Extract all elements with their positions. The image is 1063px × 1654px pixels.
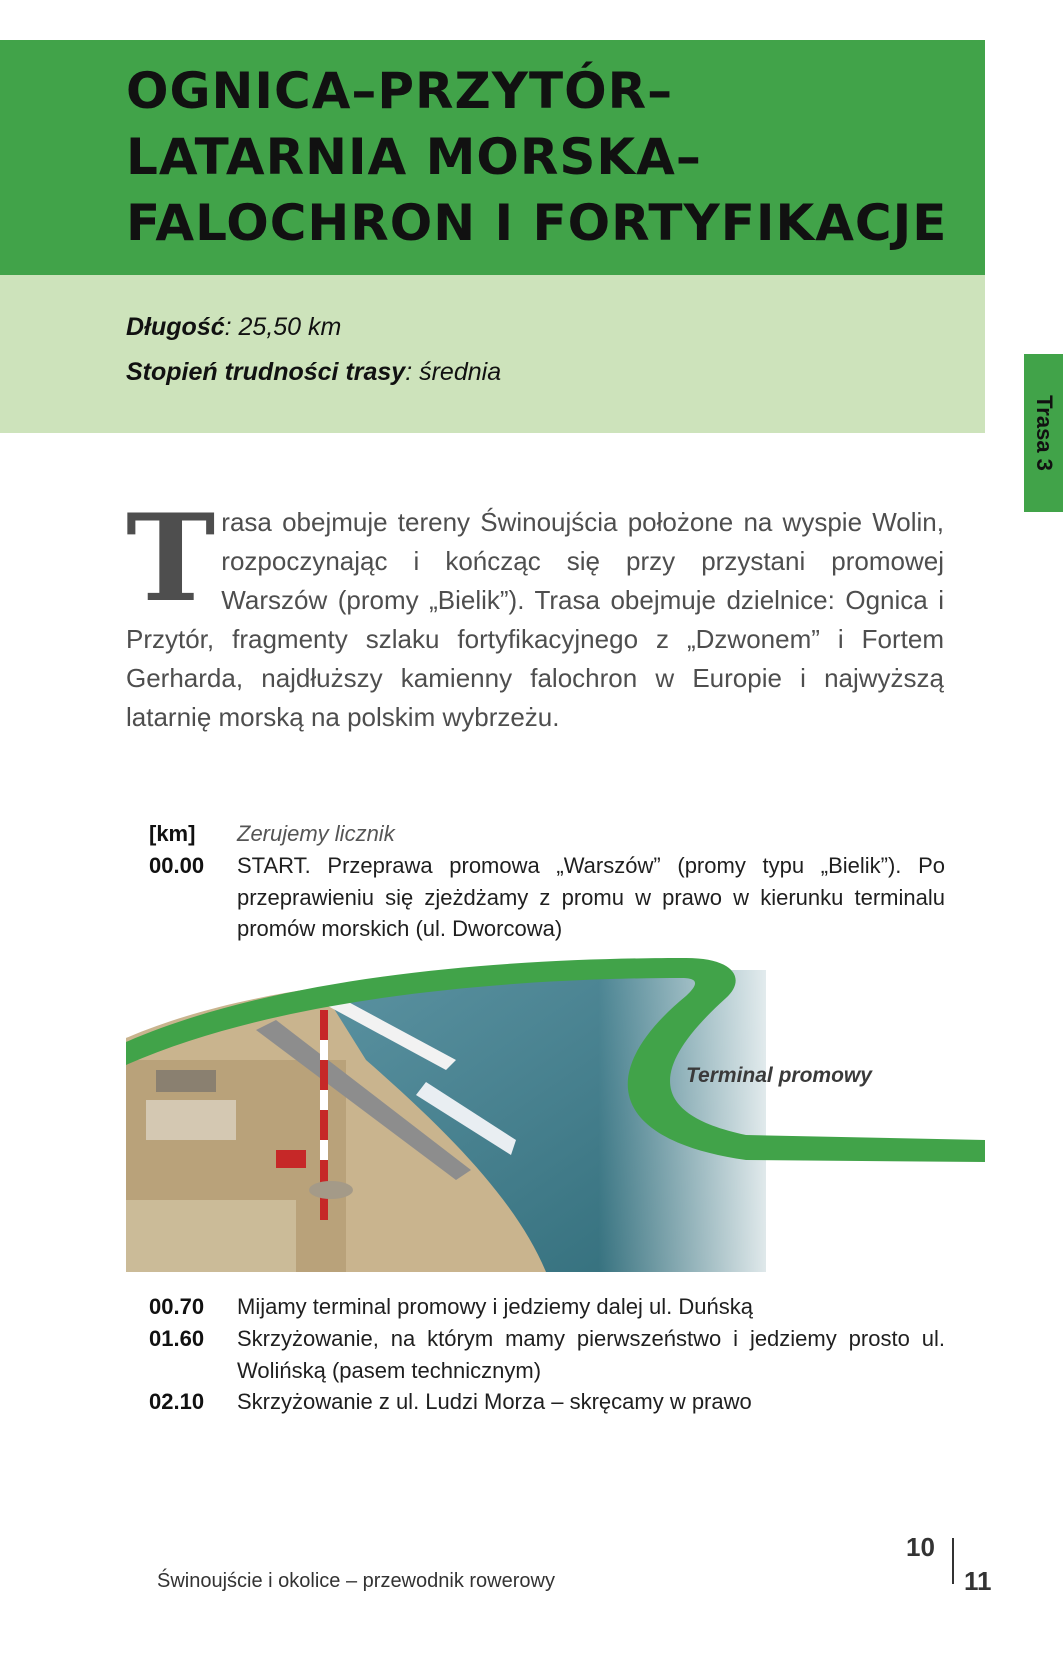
page-title (126, 58, 976, 256)
difficulty-label: Stopień trudności trasy (126, 358, 406, 386)
route-step (149, 1323, 945, 1386)
length-label: Długość (126, 313, 225, 341)
chapter-tab-label: Trasa 3 (1031, 395, 1057, 471)
title-line: FALOCHRON I FORTYFIKACJE (126, 194, 948, 252)
intro-paragraph (126, 488, 944, 737)
route-step (149, 1291, 945, 1323)
title-line: OGNICA–PRZYTÓR– (126, 62, 674, 120)
route-step-text: Skrzyżowanie, na którym mamy pierwszeństwo i jedziemy prosto ul. Wolińską (pasem technicznym) (237, 1326, 945, 1383)
page-divider (952, 1538, 954, 1584)
dropcap: T (126, 488, 216, 629)
difficulty-value: : średnia (405, 358, 502, 386)
route-step (149, 850, 945, 945)
route-step-text: Mijamy terminal promowy i jedziemy dalej ul. Duńską (237, 1294, 753, 1319)
title-line: LATARNIA MORSKA– (126, 128, 702, 186)
route-difficulty (126, 358, 501, 387)
route-step-km: 00.00 (149, 853, 205, 878)
route-info-band (0, 275, 985, 433)
route-step-km: 00.70 (149, 1294, 205, 1319)
page-number-right: 11 (964, 1566, 992, 1596)
route-step-text: Skrzyżowanie z ul. Ludzi Morza – skręcamy w prawo (237, 1389, 752, 1414)
route-step (149, 1386, 945, 1418)
route-step-text: START. Przeprawa promowa „Warszów” (promy typu „Bielik”). Po przeprawieniu się zjeżdżamy z promu w prawo w kierunku terminalu promów morskich (ul. Dworcowa) (237, 853, 945, 941)
terminal-photo-image (126, 950, 985, 1272)
route-header-text: Zerujemy licznik (237, 821, 395, 846)
route-step-km: 02.10 (149, 1389, 205, 1414)
length-value: : 25,50 km (224, 313, 342, 341)
intro-text: rasa obejmuje tereny Świnoujścia położone na wyspie Wolin, rozpoczynając i kończąc się przy przystani promowej Warszów (promy „Bielik”). Trasa obejmuje dzielnice: Ognica i Przytór, fragmenty szlaku fortyfikacyjnego z „Dzwonem” i Fortem Gerharda, najdłuższy kamienny falochron w Europie i najwyższą latarnię morską na polskim wybrzeżu. (126, 507, 944, 732)
route-length (126, 313, 341, 342)
route-header-row (149, 818, 945, 850)
km-column-header: [km] (149, 821, 196, 846)
page-number-left: 10 (906, 1532, 935, 1562)
photo-caption: Terminal promowy (686, 1064, 872, 1087)
footer-title: Świnoujście i okolice – przewodnik rowerowy (157, 1570, 555, 1592)
terminal-photo (126, 950, 985, 1272)
route-step-km: 01.60 (149, 1326, 205, 1351)
chapter-tab (1024, 354, 1063, 512)
